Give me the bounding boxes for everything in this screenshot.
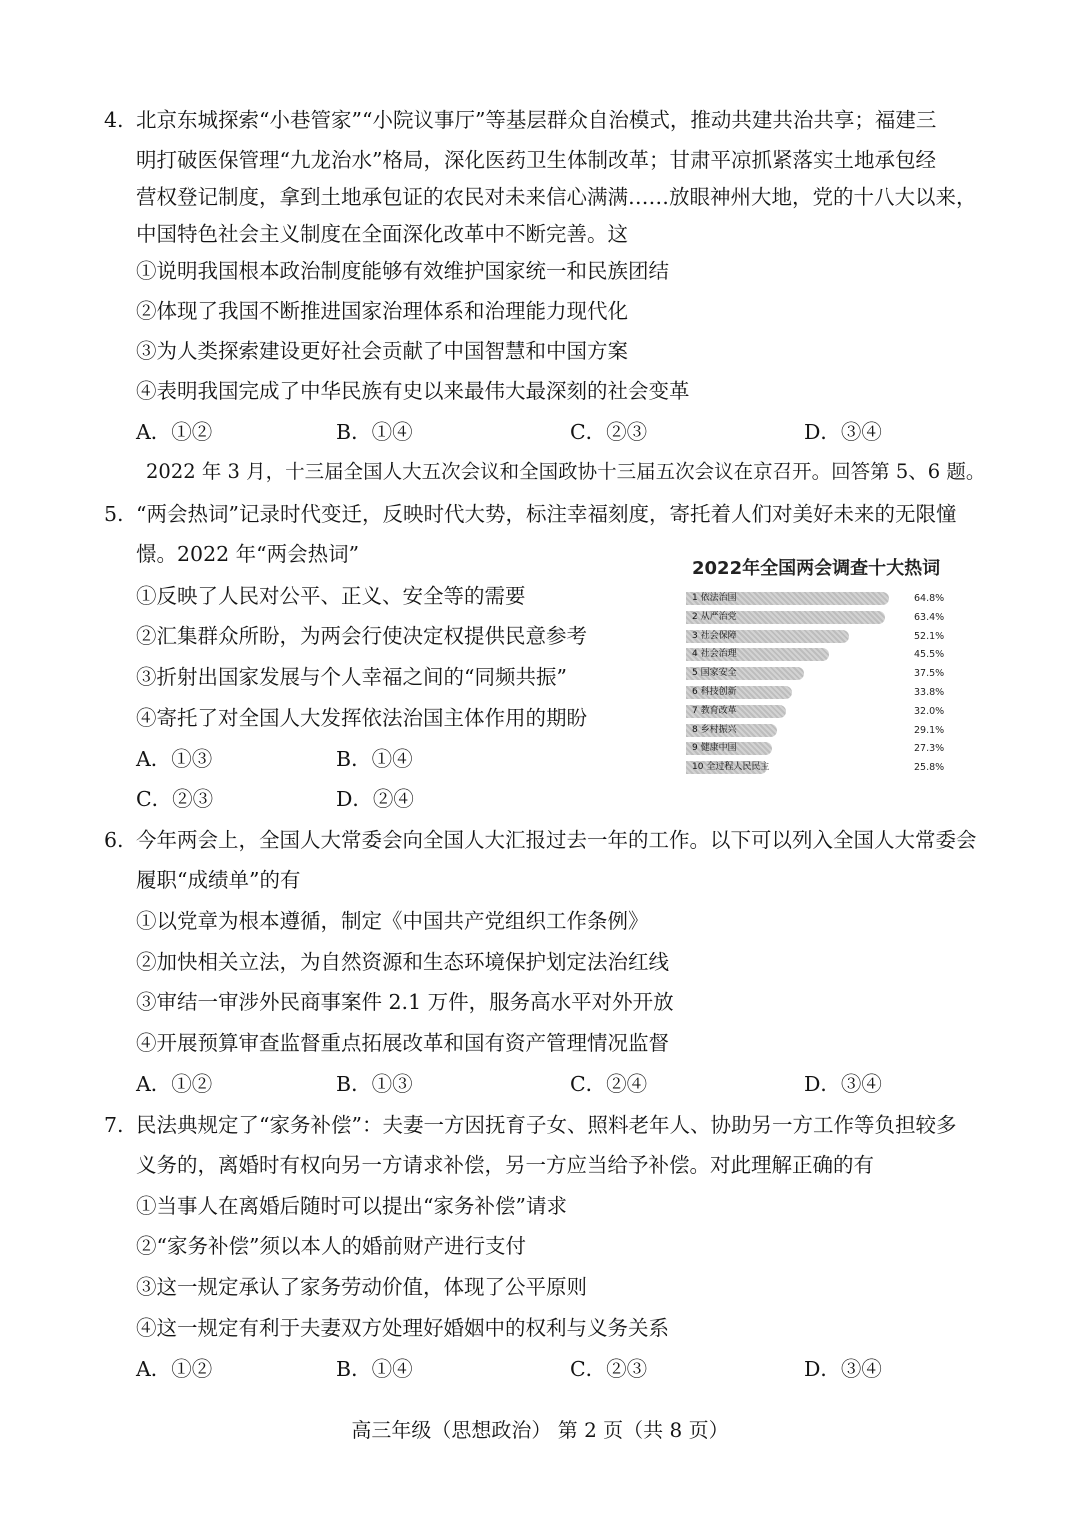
statement-item: ②汇集群众所盼，为两会行使决定权提供民意参考 bbox=[136, 624, 587, 648]
bar-value-label: 64.8% bbox=[914, 593, 945, 604]
statement-item: ①反映了人民对公平、正义、安全等的需要 bbox=[136, 584, 526, 608]
bar-row bbox=[686, 648, 954, 661]
question-text-line: 民法典规定了“家务补偿”：夫妻一方因抚育子女、照料老年人、协助另一方工作等负担较多 bbox=[136, 1113, 957, 1137]
statement-item: ④开展预算审查监督重点拓展改革和国有资产管理情况监督 bbox=[136, 1031, 669, 1055]
bar-value-label: 37.5% bbox=[914, 668, 945, 680]
question-text-line: “两会热词”记录时代变迁，反映时代大势，标注幸福刻度，寄托着人们对美好未来的无限憧 bbox=[136, 502, 957, 526]
bar-value-label: 27.3% bbox=[914, 743, 945, 755]
question-text-line: 今年两会上，全国人大常委会向全国人大汇报过去一年的工作。以下可以列入全国人大常委会 bbox=[136, 828, 977, 852]
bar-label: 8 乡村振兴 bbox=[692, 724, 737, 735]
answer-option-a: A．①② bbox=[136, 420, 213, 444]
statement-item: ④这一规定有利于夫妻双方处理好婚姻中的权利与义务关系 bbox=[136, 1316, 669, 1340]
question-text-line: 憬。2022 年“两会热词” bbox=[136, 542, 360, 566]
bar-row bbox=[686, 611, 954, 624]
question-number: 5. bbox=[104, 502, 124, 526]
question-text-line: 北京东城探索“小巷管家”“小院议事厅”等基层群众自治模式，推动共建共治共享；福建三 bbox=[136, 108, 937, 132]
bar-label: 10 全过程人民民主 bbox=[692, 762, 770, 773]
answer-option-c: C．②③ bbox=[570, 1357, 648, 1381]
page-footer: 高三年级（思想政治） 第 2 页（共 8 页） bbox=[351, 1418, 729, 1442]
bar-value-label: 45.5% bbox=[914, 649, 945, 661]
bar-value-label: 29.1% bbox=[914, 724, 945, 736]
statement-item: ③审结一审涉外民商事案件 2.1 万件，服务高水平对外开放 bbox=[136, 990, 674, 1014]
bar-label: 4 社会治理 bbox=[692, 649, 737, 660]
bar-row bbox=[686, 630, 954, 643]
answer-option-a: A．①③ bbox=[136, 747, 213, 771]
question-text-line: 中国特色社会主义制度在全面深化改革中不断完善。这 bbox=[136, 222, 628, 246]
hot-words-bar-chart bbox=[682, 552, 952, 782]
bar-row bbox=[686, 592, 954, 605]
statement-item: ②加快相关立法，为自然资源和生态环境保护划定法治红线 bbox=[136, 950, 669, 974]
question-text-line: 营权登记制度，拿到土地承包证的农民对未来信心满满……放眼神州大地，党的十八大以来， bbox=[136, 185, 977, 209]
answer-option-d: D．③④ bbox=[804, 1357, 882, 1381]
question-text-line: 义务的，离婚时有权向另一方请求补偿，另一方应当给予补偿。对此理解正确的有 bbox=[136, 1153, 874, 1177]
statement-item: ④寄托了对全国人大发挥依法治国主体作用的期盼 bbox=[136, 706, 587, 730]
answer-option-c: C．②③ bbox=[570, 420, 648, 444]
statement-item: ④表明我国完成了中华民族有史以来最伟大最深刻的社会变革 bbox=[136, 379, 690, 403]
answer-option-b: B．①④ bbox=[336, 1357, 413, 1381]
question-number: 7. bbox=[104, 1113, 124, 1137]
statement-item: ③这一规定承认了家务劳动价值，体现了公平原则 bbox=[136, 1275, 587, 1299]
chart-title: 2022年全国两会调查十大热词 bbox=[692, 558, 941, 579]
bar-row bbox=[686, 742, 954, 755]
answer-option-b: B．①③ bbox=[336, 1072, 413, 1096]
statement-item: ③为人类探索建设更好社会贡献了中国智慧和中国方案 bbox=[136, 339, 628, 363]
bar-row bbox=[686, 724, 954, 737]
bar-label: 3 社会保障 bbox=[692, 630, 737, 641]
question-number: 6. bbox=[104, 828, 124, 852]
answer-option-a: A．①② bbox=[136, 1357, 213, 1381]
answer-option-c: C．②③ bbox=[136, 787, 214, 811]
bar-row bbox=[686, 667, 954, 680]
question-text-line: 明打破医保管理“九龙治水”格局，深化医药卫生体制改革；甘肃平凉抓紧落实土地承包经 bbox=[136, 148, 936, 172]
answer-option-d: D．③④ bbox=[804, 1072, 882, 1096]
answer-option-d: D．②④ bbox=[336, 787, 414, 811]
bar-value-label: 25.8% bbox=[914, 762, 945, 774]
answer-option-c: C．②④ bbox=[570, 1072, 648, 1096]
bar-value-label: 32.0% bbox=[914, 705, 945, 717]
statement-item: ①当事人在离婚后随时可以提出“家务补偿”请求 bbox=[136, 1194, 567, 1218]
statement-item: ③折射出国家发展与个人幸福之间的“同频共振” bbox=[136, 665, 567, 689]
answer-option-b: B．①④ bbox=[336, 747, 413, 771]
question-number: 4. bbox=[104, 108, 124, 132]
bar-row bbox=[686, 705, 954, 718]
statement-item: ②体现了我国不断推进国家治理体系和治理能力现代化 bbox=[136, 299, 628, 323]
bar-row bbox=[686, 686, 954, 699]
answer-option-a: A．①② bbox=[136, 1072, 213, 1096]
statement-item: ②“家务补偿”须以本人的婚前财产进行支付 bbox=[136, 1234, 526, 1258]
bar-row bbox=[686, 761, 954, 774]
answer-option-d: D．③④ bbox=[804, 420, 882, 444]
statement-item: ①说明我国根本政治制度能够有效维护国家统一和民族团结 bbox=[136, 259, 669, 283]
bar-label: 7 教育改革 bbox=[692, 705, 737, 716]
bar-value-label: 63.4% bbox=[914, 611, 945, 623]
bar-value-label: 52.1% bbox=[914, 630, 945, 642]
bar-label: 2 从严治党 bbox=[692, 611, 737, 622]
bar-value-label: 33.8% bbox=[914, 687, 945, 698]
question-text-line: 履职“成绩单”的有 bbox=[136, 868, 301, 892]
bar-label: 9 健康中国 bbox=[692, 743, 737, 754]
answer-option-b: B．①④ bbox=[336, 420, 413, 444]
group-intro: 2022 年 3 月，十三届全国人大五次会议和全国政协十三届五次会议在京召开。回答第 5、6 题。 bbox=[146, 460, 986, 483]
bar-label: 1 依法治国 bbox=[692, 593, 737, 603]
statement-item: ①以党章为根本遵循，制定《中国共产党组织工作条例》 bbox=[136, 909, 649, 933]
bar-label: 6 科技创新 bbox=[692, 687, 737, 697]
bar-label: 5 国家安全 bbox=[692, 668, 737, 679]
